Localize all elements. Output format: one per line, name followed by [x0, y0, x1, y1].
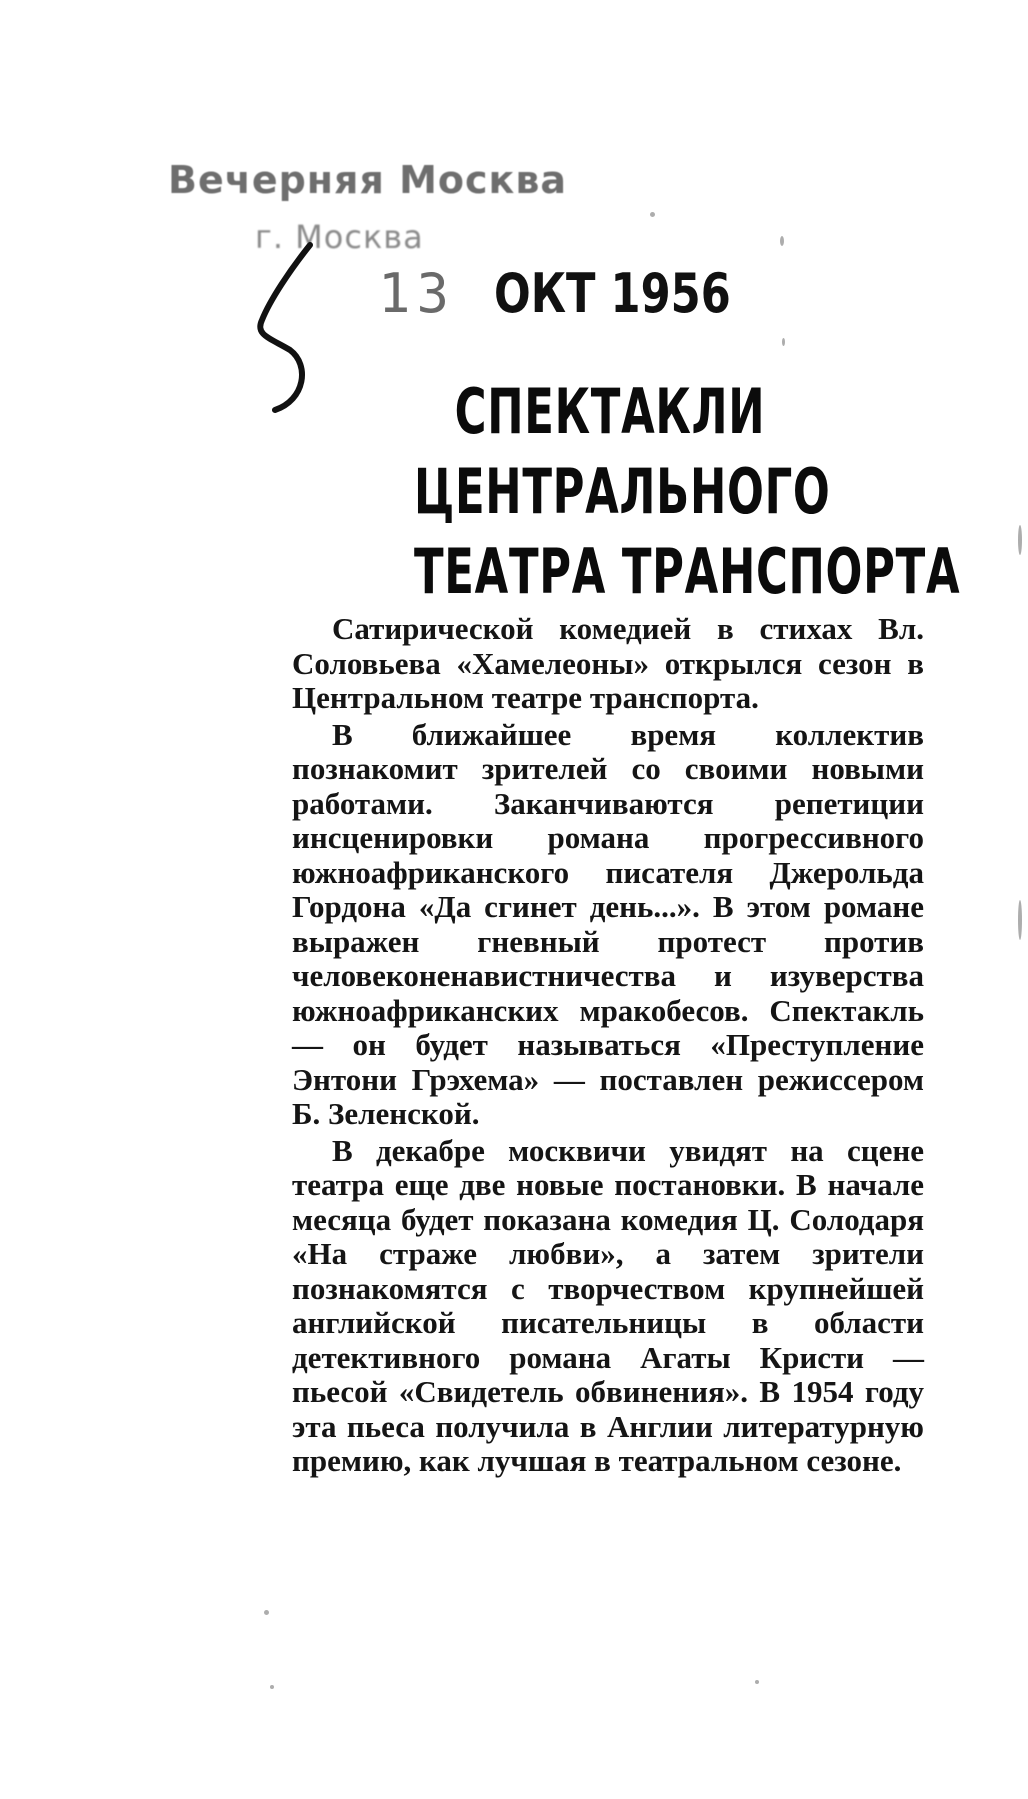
headline-line-3: ТЕАТРА ТРАНСПОРТА	[414, 535, 961, 608]
clipping-city-stamp: г. Москва	[255, 218, 424, 256]
scan-speck	[782, 338, 785, 346]
clipping-source-stamp: Вечерняя Москва	[168, 158, 568, 202]
scan-speck	[270, 1685, 274, 1689]
headline-line-2: ЦЕНТРАЛЬНОГО	[414, 455, 831, 528]
scan-speck	[780, 236, 784, 246]
article-paragraph-3: В декабре москвичи увидят на сцене театра еще две новые постановки. В начале месяца будет показана комедия Ц. Солодаря «На страже любви», а затем зрители познакомятся с творчеством крупнейшей английской писательницы в области детективного романа Агаты Кристи — пьесой «Свидетель обвинения». В 1954 году эта пьеса получила в Англии литературную премию, как лучшая в театральном сезоне.	[292, 1132, 924, 1478]
scan-speck	[1018, 525, 1022, 555]
headline-line-1: СПЕКТАКЛИ	[454, 375, 766, 448]
date-month-year: ОКТ 1956	[493, 262, 731, 325]
date-day: 13	[378, 262, 456, 325]
clipping-date-stamp	[378, 262, 790, 325]
article-paragraph-1: Сатирической комедией в стихах Вл. Соловьева «Хамелеоны» открылся сезон в Центральном театре транспорта.	[292, 611, 924, 715]
article-body	[292, 612, 924, 1481]
scan-speck	[264, 1610, 269, 1615]
article-paragraph-2: В ближайшее время коллектив познакомит зрителей со своими новыми работами. Заканчиваются репетиции инсценировки романа прогрессивного южноафриканского писателя Джерольда Гордона «Да сгинет день...». В этом романе выражен гневный протест против человеконенавистничества и изуверства южноафриканских мракобесов. Спектакль — он будет называться «Преступление Энтони Грэхема» — поставлен режиссером Б. Зеленской.	[292, 716, 924, 1131]
scan-speck	[755, 1680, 759, 1684]
scan-speck	[1018, 900, 1022, 940]
scan-speck	[650, 212, 655, 217]
article-headline	[330, 372, 961, 612]
handwritten-pen-mark	[250, 240, 330, 420]
